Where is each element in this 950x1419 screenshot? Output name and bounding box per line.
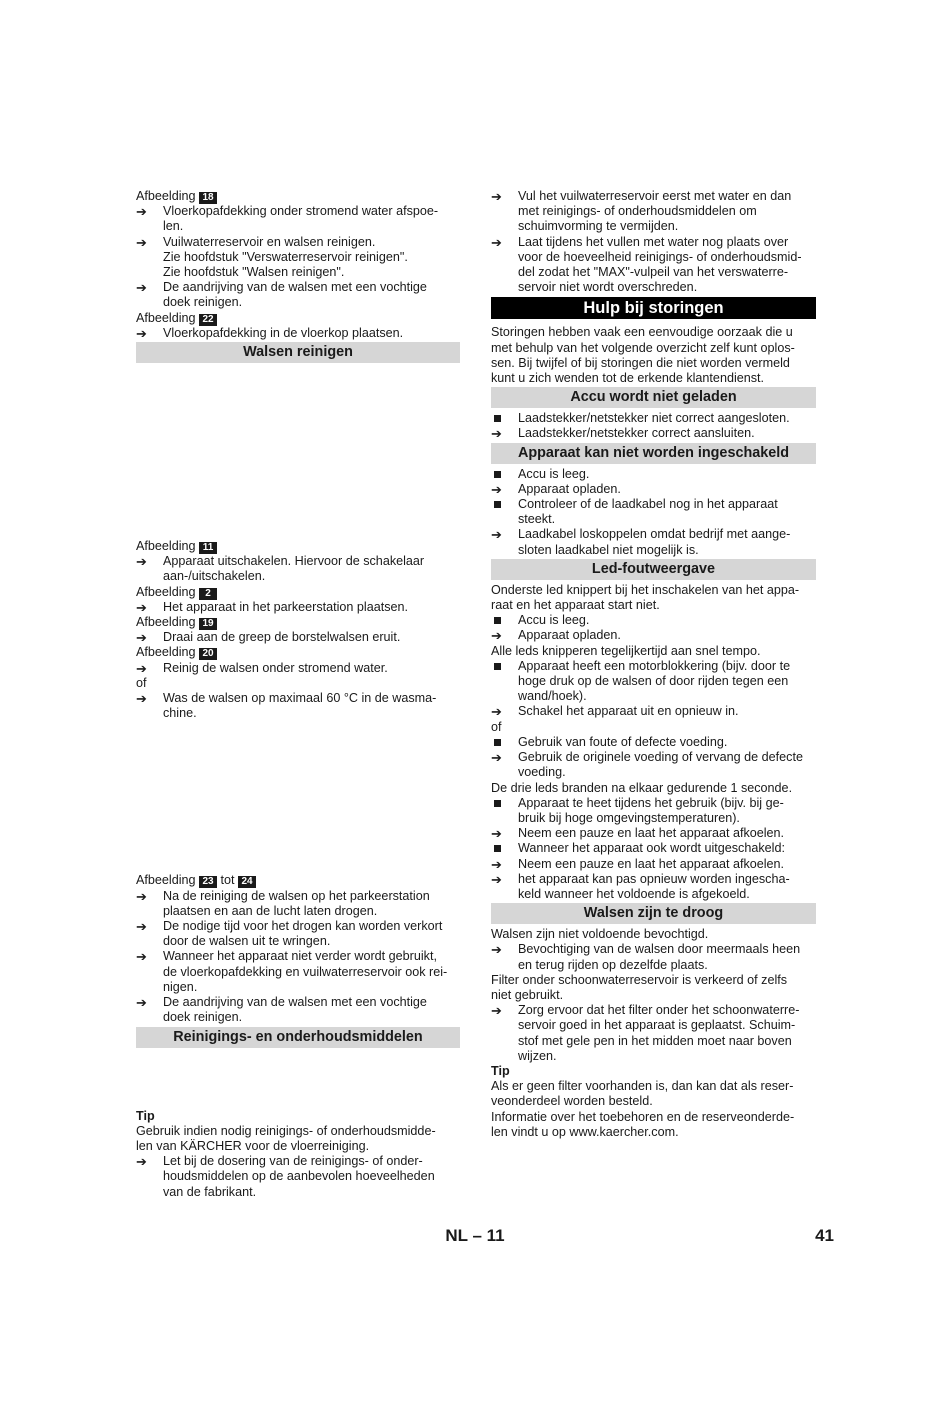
arrow-icon: ➔ xyxy=(136,325,147,341)
figure-number-badge: 18 xyxy=(199,192,217,204)
arrow-icon: ➔ xyxy=(491,1003,502,1019)
arrow-icon: ➔ xyxy=(136,630,147,646)
paragraph: Alle leds knipperen tegelijkertijd aan snel tempo. xyxy=(491,643,761,658)
arrow-icon: ➔ xyxy=(491,234,502,250)
instruction-item: ➔ Vuilwaterreservoir en walsen reinigen. Zie hoofdstuk "Verswaterreservoir reinigen". Zie hoofdstuk "Walsen reinigen". xyxy=(136,234,408,280)
square-bullet-icon xyxy=(494,800,501,807)
instruction-item: ➔ Vloerkopafdekking onder stromend water afspoe- len. xyxy=(136,204,439,234)
figure-ref: Afbeelding 2 xyxy=(136,585,460,600)
section-heading-walsen-reinigen: Walsen reinigen xyxy=(136,342,460,363)
remedy-item: ➔ Neem een pauze en laat het apparaat afkoelen. xyxy=(491,826,785,842)
instruction-item: ➔ Let bij de dosering van de reinigings- of onder- houdsmiddelen op de aanbevolen hoeveelheden van de fabrikant. xyxy=(136,1154,435,1199)
remedy-item: ➔ Neem een pauze en laat het apparaat afkoelen. xyxy=(491,856,785,872)
instruction-item: ➔ Na de reiniging de walsen op het parkeerstation plaatsen en aan de lucht laten drogen. xyxy=(136,888,430,918)
arrow-icon: ➔ xyxy=(491,704,502,720)
square-bullet-icon xyxy=(494,501,501,508)
tip-heading: Tip xyxy=(136,1108,155,1123)
remedy-item: ➔ Apparaat opladen. xyxy=(491,628,621,644)
figure-number-badge: 20 xyxy=(199,648,217,660)
arrow-icon: ➔ xyxy=(491,750,502,766)
remedy-item: ➔ Apparaat opladen. xyxy=(491,481,621,497)
instruction-item: ➔ Vloerkopafdekking in de vloerkop plaatsen. xyxy=(136,325,404,341)
figure-ref: Afbeelding 11 xyxy=(136,539,460,554)
left-column xyxy=(136,189,460,1200)
remedy-item: ➔ Laadstekker/netstekker correct aansluiten. xyxy=(491,426,755,442)
figure-number-badge: 11 xyxy=(199,542,217,554)
page-number: 41 xyxy=(815,1226,834,1245)
square-bullet-icon xyxy=(494,617,501,624)
instruction-item: ➔ De nodige tijd voor het drogen kan worden verkort door de walsen uit te wringen. xyxy=(136,919,443,949)
remedy-item: ➔ Laadkabel loskoppelen omdat bedrijf met aange- sloten laadkabel niet mogelijk is. xyxy=(491,527,791,557)
paragraph: Onderste led knippert bij het inschakelen van het appa- raat en het apparaat start niet. xyxy=(491,582,800,613)
fault-item: Apparaat te heet tijdens het gebruik (bijv. bij ge- bruik bij hoge omgevingstemperaturen). xyxy=(491,796,816,826)
square-bullet-icon xyxy=(494,415,501,422)
instruction-item: ➔ Apparaat uitschakelen. Hiervoor de schakelaar aan-/uitschakelen. xyxy=(136,554,425,584)
fault-item: Accu is leeg. xyxy=(491,467,816,482)
arrow-icon: ➔ xyxy=(136,995,147,1011)
fault-item: Apparaat heeft een motorblokkering (bijv. door te hoge druk op de walsen of door rijden tegen een wand/hoek). xyxy=(491,659,816,705)
arrow-icon: ➔ xyxy=(491,871,502,887)
arrow-icon: ➔ xyxy=(491,856,502,872)
figure-ref: Afbeelding 22 xyxy=(136,311,460,326)
figure-number-badge: 23 xyxy=(199,876,217,888)
figure-number-badge: 2 xyxy=(199,588,217,600)
arrow-icon: ➔ xyxy=(491,189,502,204)
chapter-heading-hulp-bij-storingen: Hulp bij storingen xyxy=(491,297,816,319)
figure-ref: Afbeelding 19 xyxy=(136,615,460,630)
arrow-icon: ➔ xyxy=(136,691,147,707)
paragraph: Filter onder schoonwaterreservoir is verkeerd of zelfs niet gebruikt. xyxy=(491,972,788,1002)
instruction-item: ➔ De aandrijving van de walsen met een vochtige doek reinigen. xyxy=(136,280,427,310)
intro-paragraph: Storingen hebben vaak een eenvoudige oorzaak die u met behulp van het volgende overzicht zelf kunt oplos- sen. Bij twijfel of bij storingen die niet worden vermeld kunt u zich wenden tot de erkende klantendienst. xyxy=(491,325,795,386)
section-heading-walsen-droog: Walsen zijn te droog xyxy=(491,903,816,924)
remedy-item: ➔ Gebruik de originele voeding of vervang de defecte voeding. xyxy=(491,750,803,780)
arrow-icon: ➔ xyxy=(136,919,147,935)
instruction-item: ➔ Laat tijdens het vullen met water nog plaats over voor de hoeveelheid reinigings- of onderhoudsmid- del zodat het "MAX"-vulpeil van het verswaterre- servoir niet wordt overschreden. xyxy=(491,234,802,295)
page-footer-label: NL – 11 xyxy=(445,1226,505,1245)
arrow-icon: ➔ xyxy=(491,628,502,644)
tip-text: Als er geen filter voorhanden is, dan kan dat als reser- veonderdeel worden besteld. xyxy=(491,1079,794,1109)
arrow-icon: ➔ xyxy=(136,599,147,615)
right-column xyxy=(491,189,816,1140)
instruction-item: ➔ Reinig de walsen onder stromend water. xyxy=(136,660,388,676)
arrow-icon: ➔ xyxy=(491,527,502,543)
instruction-item: ➔ Het apparaat in het parkeerstation plaatsen. xyxy=(136,599,409,615)
arrow-icon: ➔ xyxy=(491,942,502,958)
figure-ref: Afbeelding 20 xyxy=(136,645,460,660)
instruction-item: ➔ Wanneer het apparaat niet verder wordt gebruikt, de vloerkopafdekking en vuilwaterreservoir ook rei- nigen. xyxy=(136,949,448,994)
figure-ref: Afbeelding 23 tot 24 xyxy=(136,873,460,888)
arrow-icon: ➔ xyxy=(136,204,147,220)
arrow-icon: ➔ xyxy=(136,949,147,965)
remedy-item: ➔ Schakel het apparaat uit en opnieuw in. xyxy=(491,704,739,720)
fault-item: Gebruik van foute of defecte voeding. xyxy=(491,735,816,750)
arrow-icon: ➔ xyxy=(491,426,502,442)
or-text: of xyxy=(136,675,147,690)
arrow-icon: ➔ xyxy=(136,1154,147,1170)
instruction-item: ➔ De aandrijving van de walsen met een vochtige doek reinigen. xyxy=(136,995,427,1025)
instruction-item: ➔ Vul het vuilwaterreservoir eerst met water en dan met reinigings- of onderhoudsmiddelen om schuimvorming te vermijden. xyxy=(491,189,792,234)
arrow-icon: ➔ xyxy=(491,826,502,842)
tip-heading: Tip xyxy=(491,1063,510,1078)
arrow-icon: ➔ xyxy=(136,660,147,676)
figure-number-badge: 22 xyxy=(199,314,217,326)
figure-number-badge: 24 xyxy=(238,876,256,888)
figure-ref: Afbeelding 18 xyxy=(136,189,460,204)
square-bullet-icon xyxy=(494,663,501,670)
figure-number-badge: 19 xyxy=(199,618,217,630)
spacer xyxy=(136,1051,460,1109)
arrow-icon: ➔ xyxy=(136,280,147,296)
remedy-item: ➔ het apparaat kan pas opnieuw worden ingescha- keld wanneer het voldoende is afgekoeld. xyxy=(491,871,790,901)
or-text: of xyxy=(491,719,502,734)
section-heading-reinigingsmiddelen: Reinigings- en onderhoudsmiddelen xyxy=(136,1027,460,1048)
remedy-item: ➔ Bevochtiging van de walsen door meermaals heen en terug rijden op dezelfde plaats. xyxy=(491,942,801,972)
fault-item: Controleer of de laadkabel nog in het apparaat steekt. xyxy=(491,497,816,527)
arrow-icon: ➔ xyxy=(136,234,147,250)
section-heading-accu: Accu wordt niet geladen xyxy=(491,387,816,408)
square-bullet-icon xyxy=(494,471,501,478)
arrow-icon: ➔ xyxy=(491,481,502,497)
spacer xyxy=(136,366,460,539)
square-bullet-icon xyxy=(494,845,501,852)
paragraph: Walsen zijn niet voldoende bevochtigd. xyxy=(491,927,709,942)
spacer xyxy=(136,721,460,873)
tip-text: Gebruik indien nodig reinigings- of onderhoudsmidde- len van KÄRCHER voor de vloerreiniging. xyxy=(136,1123,436,1153)
square-bullet-icon xyxy=(494,739,501,746)
arrow-icon: ➔ xyxy=(136,554,147,570)
remedy-item: ➔ Zorg ervoor dat het filter onder het schoonwaterre- servoir goed in het apparaat is geplaatst. Schuim- stof met gele pen in het midden moet naar boven wijzen. xyxy=(491,1003,800,1063)
fault-item: Accu is leeg. xyxy=(491,613,816,628)
section-heading-led: Led-foutweergave xyxy=(491,559,816,580)
instruction-item: ➔ Draai aan de greep de borstelwalsen eruit. xyxy=(136,630,401,646)
section-heading-apparaat: Apparaat kan niet worden ingeschakeld xyxy=(491,443,816,464)
paragraph: De drie leds branden na elkaar gedurende 1 seconde. xyxy=(491,780,793,795)
fault-item: Wanneer het apparaat ook wordt uitgeschakeld: xyxy=(491,841,816,856)
instruction-item: ➔ Was de walsen op maximaal 60 °C in de wasma- chine. xyxy=(136,691,437,721)
fault-item: Laadstekker/netstekker niet correct aangesloten. xyxy=(491,411,816,426)
paragraph: Informatie over het toebehoren en de reserveonderde- len vindt u op www.kaercher.com. xyxy=(491,1109,795,1139)
arrow-icon: ➔ xyxy=(136,888,147,904)
